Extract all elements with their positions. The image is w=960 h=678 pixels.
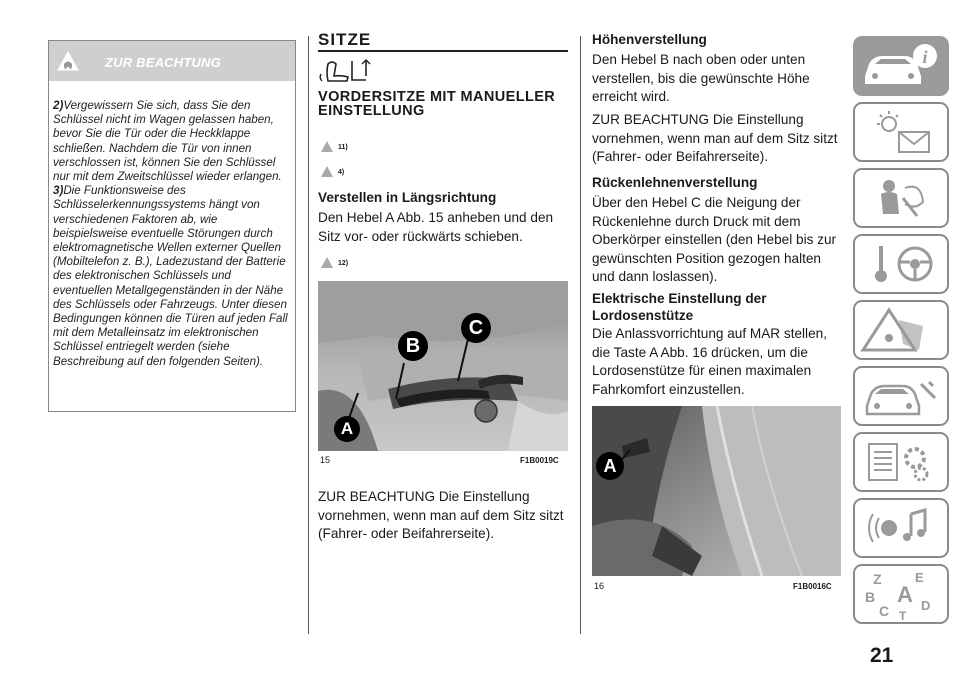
note-text-2: Vergewissern Sie sich, dass Sie den Schlüssel nicht im Wagen gelassen haben, bevor Sie die Tür oder die Heckklappe schließen. Nachdem die Tür von innen verschlossen ist, können Sie den Schlüssel nur mit dem Zweitschlüssel wieder erlangen. [53,99,282,184]
subsection-title: VORDERSITZE MIT MANUELLER EINSTELLUNG [318,89,556,119]
tab-emergency[interactable] [853,300,949,360]
figure-15-code: F1B0019C [520,456,559,465]
note-label-2: 2) [53,99,64,112]
index-letter: E [915,570,924,585]
index-letter: A [897,582,913,607]
figure-15-number: 15 [320,455,331,465]
tab-maintenance[interactable] [853,366,949,426]
column-divider [580,36,581,634]
caution-small-icon [320,165,334,178]
text-hoehen-note: ZUR BEACHTUNG Die Einstellung vornehmen, wenn man auf dem Sitz sitzt (Fahrer- oder Beifahrerseite). [592,112,838,165]
figure-16-code: F1B0016C [793,582,832,591]
warning-small-icon [320,256,334,269]
heading-laengsrichtung: Verstellen in Längsrichtung [318,190,497,205]
svg-text:i: i [922,47,928,67]
index-letter: T [899,609,907,620]
tab-technical-data[interactable] [853,432,949,492]
note-label-3: 3) [53,184,64,198]
notice-text [53,99,293,369]
text-laengsrichtung: Den Hebel A Abb. 15 anheben und den Sitz vor- oder rückwärts schieben. [318,210,554,244]
figure-16-photo [592,406,841,576]
tab-multimedia[interactable] [853,498,949,558]
ref-11: 11) [338,144,348,151]
starting-driving-icon [859,240,943,288]
index-letter: B [865,589,876,605]
index-letter: D [921,598,931,613]
warning-emergency-icon [859,306,943,354]
heading-lordose: Elektrische Einstellung der Lordosenstütze [592,291,767,323]
column-divider [308,36,309,634]
tab-safety[interactable] [853,168,949,228]
text-lordose: Die Anlassvorrichtung auf MAR stellen, die Taste A Abb. 16 drücken, um die Lordosenstütze für einen maximalen Fahrkomfort einzustellen. [592,326,827,397]
car-info-icon [859,42,943,90]
text-beachtung: ZUR BEACHTUNG Die Einstellung vornehmen, wenn man auf dem Sitz sitzt (Fahrer- oder Beifahrerseite). [318,489,564,542]
index-letters-icon [859,568,943,620]
figure-16-number: 16 [594,581,605,591]
notice-title: ZUR BEACHTUNG [105,55,221,70]
label-b: B [398,331,428,361]
tab-dashboard[interactable] [853,102,949,162]
tab-index[interactable] [853,564,949,624]
text-rueckenlehne: Über den Hebel C die Neigung der Rückenlehne durch Druck mit dem Oberkörper einstellen (den Hebel bis zur gewünschten Position gezogen halten und dann loslassen). [592,195,837,285]
section-rule [318,50,568,52]
index-letter: Z [873,571,882,587]
label-c: C [461,313,491,343]
label-a: A [334,416,360,442]
safety-airbag-icon [859,174,943,222]
technical-data-icon [859,438,943,486]
note-text-3: Die Funktionsweise des Schlüsselerkennungssystems hängt von verschiedenen Faktoren ab, wie beispielsweise eventuelle Störungen durch elektromagnetische Wellen externer Quellen (Mobiltelefon z. B.), Ladezustand der Batterie des elektronischen Schlüssels und eventuellen Metallgegenständen in der Nähe des Schlüssels oder Fahrzeugs. Unter diesen Bedingungen können die Türen auf jeden Fall mit dem Metalleinsatz im elektronischen Schlüssel entriegelt werden (siehe Beschreibung auf den folgenden Seiten). [53,184,288,368]
heading-rueckenlehne: Rückenlehnenverstellung [592,175,758,190]
page-number: 21 [870,644,894,667]
label-a: A [596,452,624,480]
dashboard-lights-icon [859,108,943,156]
car-maintenance-icon [859,372,943,420]
text-hoehenverstellung: Den Hebel B nach oben oder unten verstellen, bis die gewünschte Höhe erreicht wird. [592,52,810,105]
index-letter: C [879,603,890,619]
warning-small-icon [320,140,334,153]
section-title: SITZE [318,30,372,49]
ref-12: 12) [338,260,349,267]
tab-car-info[interactable] [853,36,949,96]
heading-hoehenverstellung: Höhenverstellung [592,32,707,47]
notice-header [49,41,295,81]
multimedia-icon [859,504,943,552]
tab-starting-driving[interactable] [853,234,949,294]
ref-4: 4) [338,169,345,176]
warning-triangle-icon [57,51,79,71]
figure-15-photo [318,281,568,451]
seat-adjust-icon [318,56,376,86]
notice-box [48,40,296,412]
